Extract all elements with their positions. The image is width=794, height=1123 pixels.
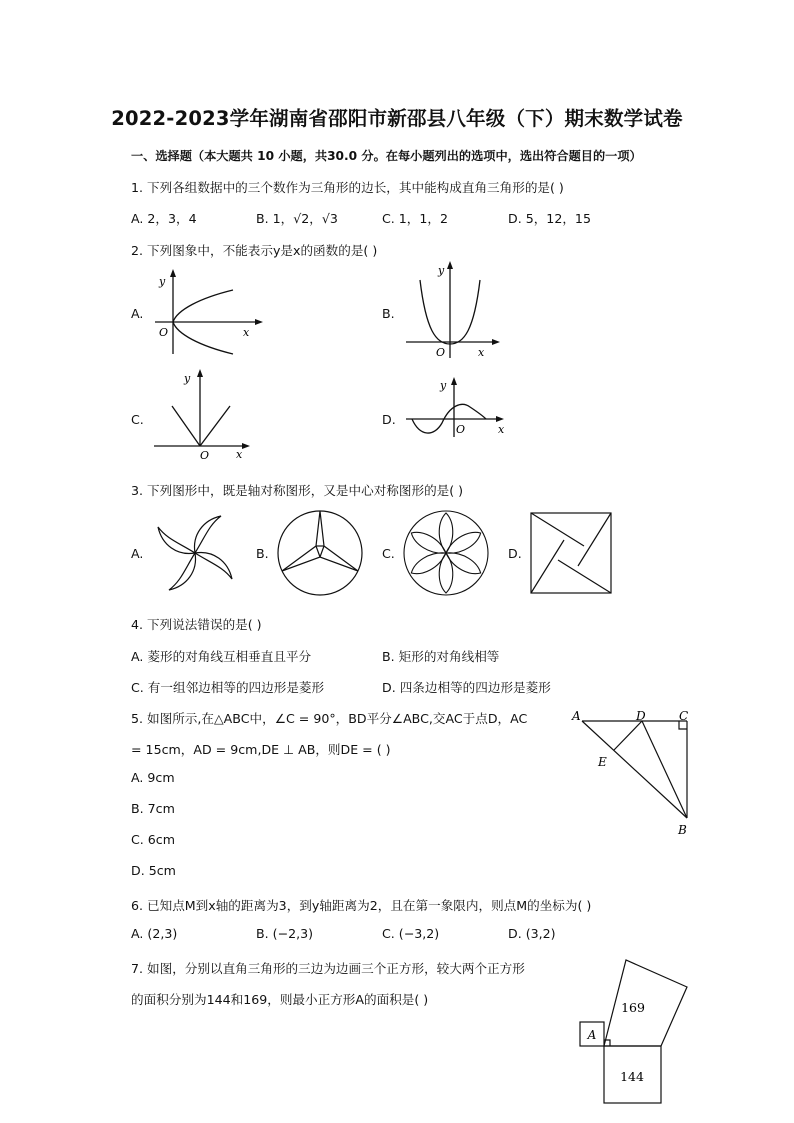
- graph-d-origin: O: [456, 423, 466, 436]
- paper-title: 2022-2023学年湖南省邵阳市新邵县八年级（下）期末数学试卷: [111, 107, 683, 130]
- square-pinwheel-figure-d: [528, 511, 614, 595]
- graph-c-y-label: y: [184, 372, 191, 385]
- graph-b-y-label: y: [438, 264, 445, 277]
- graph-b-parabola: [400, 260, 504, 362]
- question-4-stem: 4. 下列说法错误的是( ): [131, 617, 262, 632]
- question-5-option-a: A. 9cm: [131, 770, 175, 785]
- question-4-option-b: B. 矩形的对角线相等: [382, 649, 500, 664]
- graph-d-y-label: y: [440, 379, 447, 392]
- question-2-option-b: B.: [382, 306, 395, 321]
- question-2-option-c: C.: [131, 412, 144, 427]
- question-6-option-a: A. (2,3): [131, 926, 178, 941]
- question-3-option-a: A.: [131, 546, 144, 561]
- point-e-label: E: [598, 755, 607, 769]
- point-d-label: D: [636, 709, 646, 723]
- square-a-label: A: [587, 1028, 597, 1042]
- pinwheel-figure-a: [150, 510, 240, 596]
- question-1-option-a: A. 2，3，4: [131, 211, 197, 226]
- question-5-line-2: = 15cm，AD = 9cm,DE ⊥ AB，则DE = ( ): [131, 742, 391, 757]
- graph-c-absolute-value: [150, 368, 254, 460]
- question-3-option-d: D.: [508, 546, 522, 561]
- question-1-option-d: D. 5，12，15: [508, 211, 591, 226]
- graph-a-y-label: y: [159, 275, 166, 288]
- question-1-option-b: B. 1，√2，√3: [256, 211, 338, 226]
- question-2-stem: 2. 下列图象中，不能表示y是x的函数的是( ): [131, 243, 378, 258]
- question-5-line-1: 5. 如图所示,在△ABC中，∠C = 90°，BD平分∠ABC,交AC于点D，AC: [131, 711, 528, 726]
- question-6-option-d: D. (3,2): [508, 926, 556, 941]
- question-7-line-1: 7. 如图，分别以直角三角形的三边为边画三个正方形，较大两个正方形: [131, 961, 525, 976]
- question-4-option-d: D. 四条边相等的四边形是菱形: [382, 680, 551, 695]
- question-7-line-2: 的面积分别为144和169，则最小正方形A的面积是( ): [131, 992, 429, 1007]
- circle-six-petals-figure-c: [400, 509, 492, 597]
- point-c-label: C: [679, 709, 689, 723]
- question-2-option-d: D.: [382, 412, 396, 427]
- question-3-option-c: C.: [382, 546, 395, 561]
- question-4-option-c: C. 有一组邻边相等的四边形是菱形: [131, 680, 325, 695]
- graph-d-x-label: x: [498, 423, 505, 436]
- graph-b-origin: O: [436, 346, 446, 359]
- circle-three-spokes-figure-b: [274, 509, 366, 597]
- question-5-option-c: C. 6cm: [131, 832, 176, 847]
- graph-b-x-label: x: [478, 346, 485, 359]
- graph-a-sideways-parabola: [145, 268, 265, 360]
- question-3-stem: 3. 下列图形中，既是轴对称图形，又是中心对称图形的是( ): [131, 483, 464, 498]
- question-6-option-b: B. (−2,3): [256, 926, 314, 941]
- square-144-label: 144: [620, 1069, 644, 1084]
- question-5-option-b: B. 7cm: [131, 801, 175, 816]
- question-6-stem: 6. 已知点M到x轴的距离为3，到y轴距离为2，且在第一象限内，则点M的坐标为( ): [131, 898, 592, 913]
- three-squares-figure: [574, 956, 698, 1108]
- graph-a-origin: O: [159, 326, 169, 339]
- graph-d-sine-curve: [402, 375, 512, 441]
- question-6-option-c: C. (−3,2): [382, 926, 440, 941]
- square-169-label: 169: [621, 1000, 645, 1015]
- point-b-label: B: [678, 823, 687, 837]
- question-2-option-a: A.: [131, 306, 144, 321]
- graph-c-origin: O: [200, 449, 210, 460]
- question-1-option-c: C. 1，1，2: [382, 211, 449, 226]
- triangle-abc-figure: [568, 704, 698, 840]
- graph-c-x-label: x: [236, 448, 243, 460]
- point-a-label: A: [572, 709, 581, 723]
- graph-a-x-label: x: [243, 326, 250, 339]
- question-3-option-b: B.: [256, 546, 269, 561]
- question-5-option-d: D. 5cm: [131, 863, 176, 878]
- question-1-stem: 1. 下列各组数据中的三个数作为三角形的边长，其中能构成直角三角形的是( ): [131, 180, 564, 195]
- question-4-option-a: A. 菱形的对角线互相垂直且平分: [131, 649, 312, 664]
- section-heading: 一、选择题（本大题共 10 小题，共30.0 分。在每小题列出的选项中，选出符合题目的一项）: [131, 149, 642, 163]
